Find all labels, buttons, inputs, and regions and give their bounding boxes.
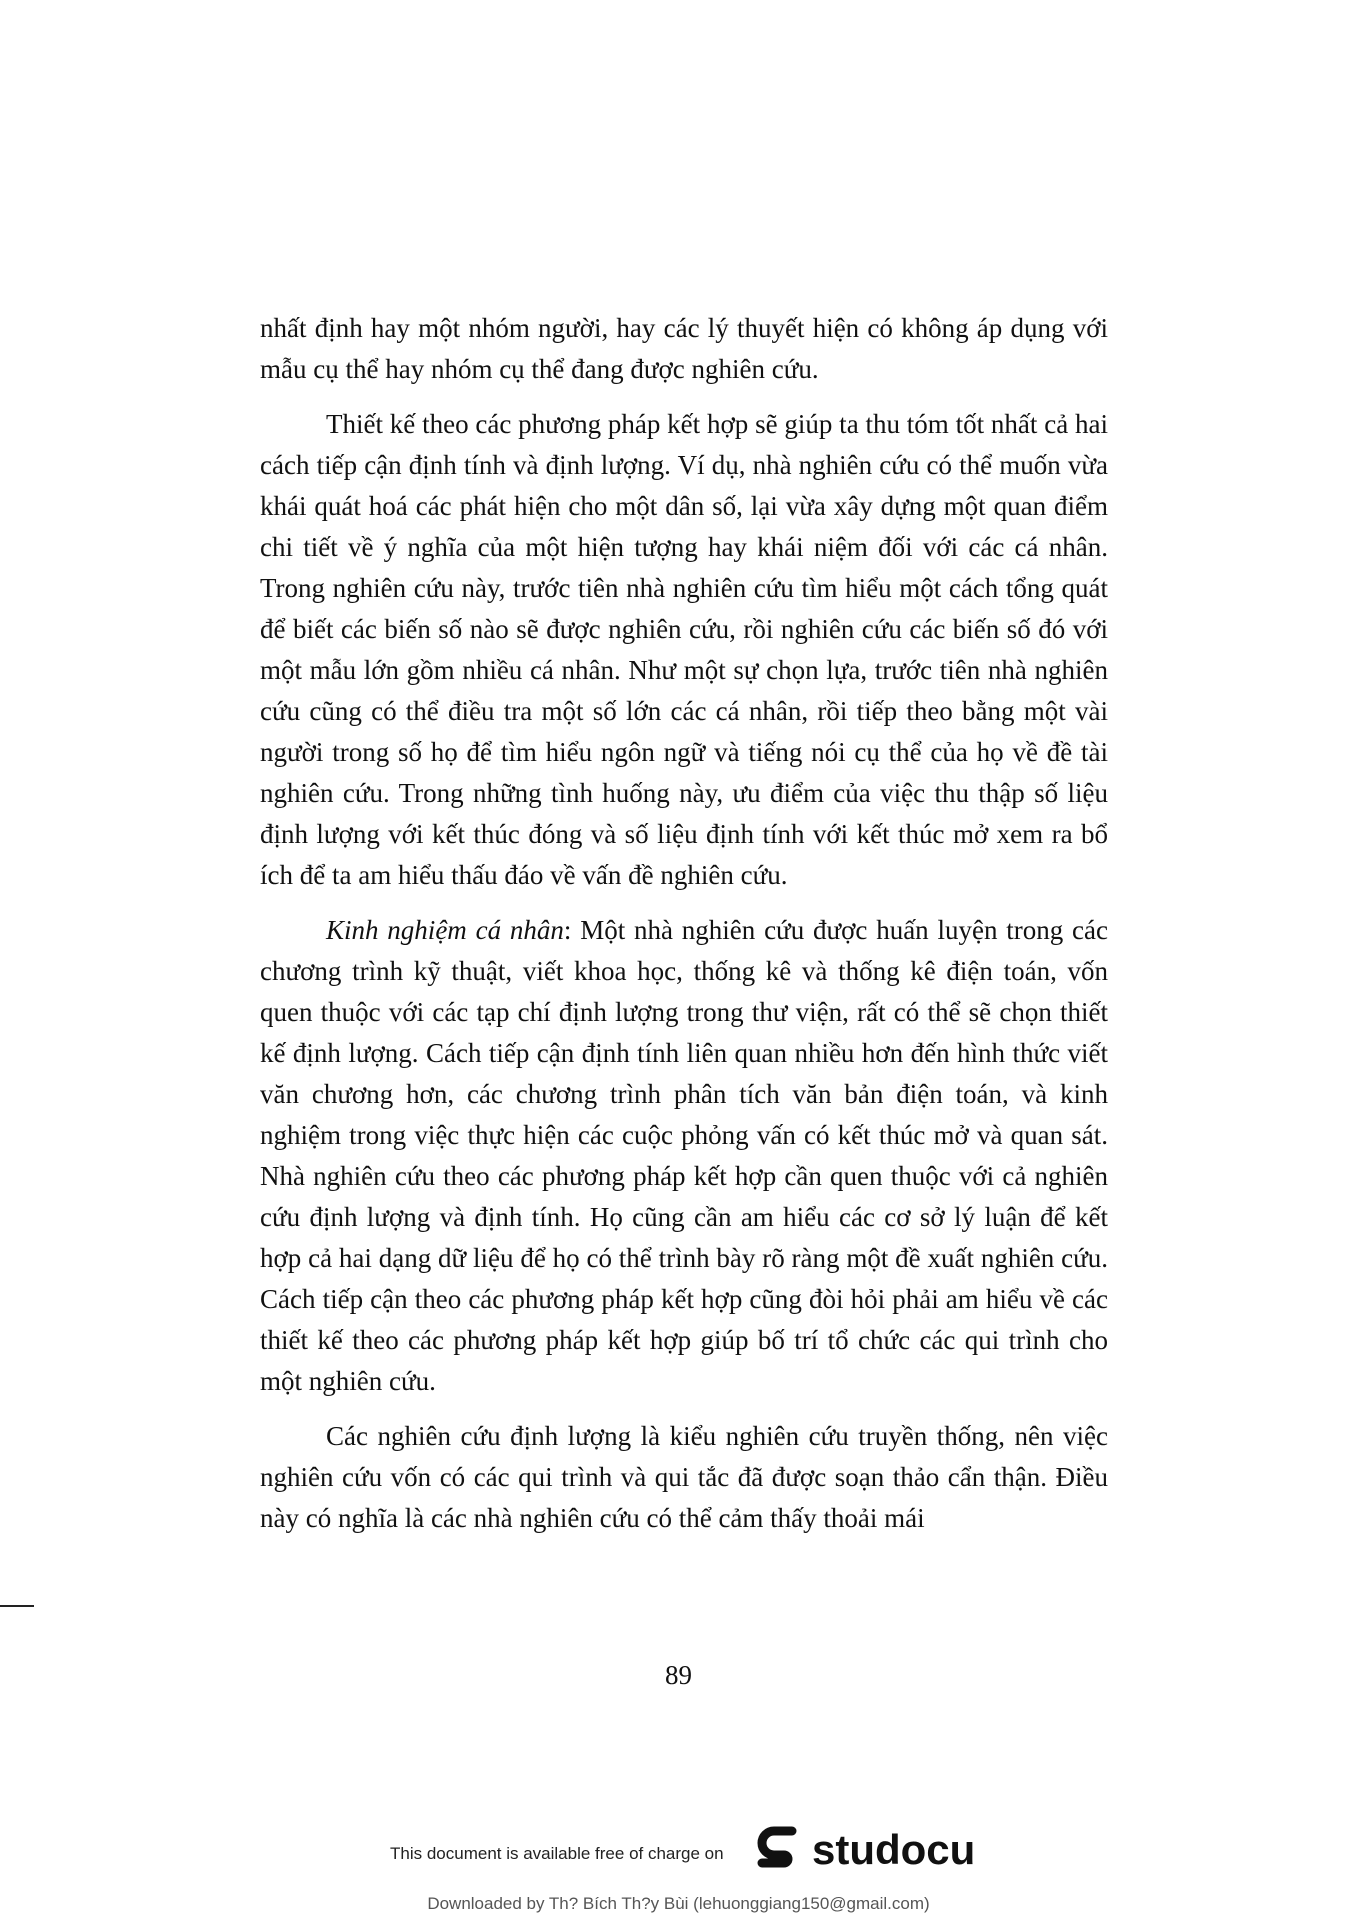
paragraph [260,1416,1108,1539]
paragraph-text: : Một nhà nghiên cứu được huấn luyện trong các chương trình kỹ thuật, viết khoa học, thống kê và thống kê điện toán, vốn quen thuộc với các tạp chí định lượng trong thư viện, rất có thể sẽ chọn thiết kế định lượng. Cách tiếp cận định tính liên quan nhiều hơn đến hình thức viết văn chương hơn, các chương trình phân tích văn bản điện toán, và kinh nghiệm trong việc thực hiện các cuộc phỏng vấn có kết thúc mở và quan sát. Nhà nghiên cứu theo các phương pháp kết hợp cần quen thuộc với cả nghiên cứu định lượng và định tính. Họ cũng cần am hiểu các cơ sở lý luận để kết hợp cả hai dạng dữ liệu để họ có thể trình bày rõ ràng một đề xuất nghiên cứu. Cách tiếp cận theo các phương pháp kết hợp cũng đòi hỏi phải am hiểu về các thiết kế theo các phương pháp kết hợp giúp bố trí tổ chức các qui trình cho một nghiên cứu. [260,915,1109,1396]
page-number: 89 [665,1660,692,1690]
paragraph [260,404,1108,896]
studocu-logo-icon [752,1823,806,1877]
footer-available-text: This document is available free of charge on [390,1844,724,1863]
studocu-logo[interactable] [752,1820,975,1880]
margin-rule [0,1605,34,1607]
paragraph-text: nhất định hay một nhóm người, hay các lý thuyết hiện có không áp dụng với mẫu cụ thể hay nhóm cụ thể đang được nghiên cứu. [260,313,1108,384]
paragraph [260,910,1108,1402]
studocu-logo-text: studocu [812,1826,976,1873]
footer [0,1820,1357,1920]
paragraph-text: Thiết kế theo các phương pháp kết hợp sẽ giúp ta thu tóm tốt nhất cả hai cách tiếp cận định tính và định lượng. Ví dụ, nhà nghiên cứu có thể muốn vừa khái quát hoá các phát hiện cho một dân số, lại vừa xây dựng một quan điểm chi tiết về ý nghĩa của một hiện tượng hay khái niệm đối với các cá nhân. Trong nghiên cứu này, trước tiên nhà nghiên cứu tìm hiểu một cách tổng quát để biết các biến số nào sẽ được nghiên cứu, rồi nghiên cứu các biến số đó với một mẫu lớn gồm nhiều cá nhân. Như một sự chọn lựa, trước tiên nhà nghiên cứu cũng có thể điều tra một số lớn các cá nhân, rồi tiếp theo bằng một vài người trong số họ để tìm hiểu ngôn ngữ và tiếng nói cụ thể của họ về đề tài nghiên cứu. Trong những tình huống này, ưu điểm của việc thu thập số liệu định lượng với kết thúc đóng và số liệu định tính với kết thúc mở xem ra bổ ích để ta am hiểu thấu đáo về vấn đề nghiên cứu. [260,409,1108,890]
paragraph [260,308,1108,390]
body-text [260,308,1108,1553]
paragraph-emphasis: Kinh nghiệm cá nhân [326,915,564,945]
footer-downloaded-text: Downloaded by Th? Bích Th?y Bùi (lehuonggiang150@gmail.com) [427,1894,930,1913]
paragraph-text: Các nghiên cứu định lượng là kiểu nghiên cứu truyền thống, nên việc nghiên cứu vốn có các qui trình và qui tắc đã được soạn thảo cẩn thận. Điều này có nghĩa là các nhà nghiên cứu có thể cảm thấy thoải mái [260,1421,1108,1533]
